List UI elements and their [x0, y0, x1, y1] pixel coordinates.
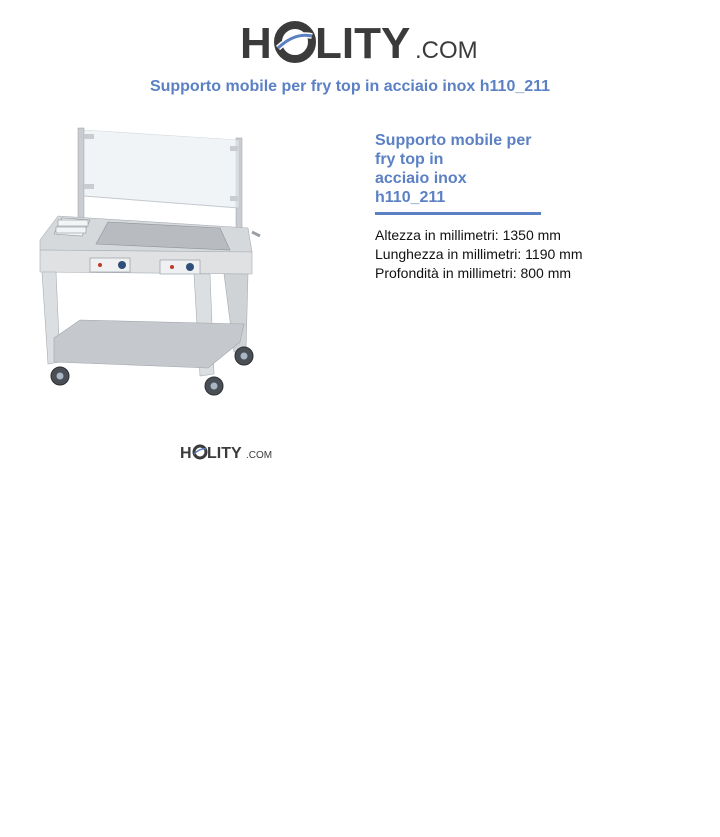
logo-small-letters: LITY — [207, 445, 242, 462]
logo-o-icon — [278, 25, 312, 59]
holity-logo[interactable] — [240, 12, 480, 68]
logo-suffix: .COM — [415, 37, 478, 64]
product-title-line-3: acciaio inox h110_211 — [375, 170, 467, 206]
product-info — [375, 131, 675, 283]
spec-height: Altezza in millimetri: 1350 mm — [375, 227, 561, 243]
holity-logo-small[interactable] — [180, 440, 276, 464]
product-title-line-2: fry top in — [375, 151, 444, 168]
logo-letter-h: H — [240, 19, 272, 68]
product-image — [34, 124, 270, 404]
spec-list — [375, 226, 675, 283]
logo-small-suffix: .COM — [246, 450, 273, 461]
page-title: Supporto mobile per fry top in acciaio inox h110_211 — [149, 78, 551, 95]
logo-letters: LITY — [315, 19, 411, 68]
logo-small-letter-h: H — [180, 445, 192, 462]
product-title — [375, 131, 541, 215]
product-title-line-1: Supporto mobile per — [375, 132, 532, 149]
logo-small-o-icon — [194, 446, 206, 458]
spec-depth: Profondità in millimetri: 800 mm — [375, 265, 572, 281]
spec-length: Lunghezza in millimetri: 1190 mm — [375, 246, 583, 262]
